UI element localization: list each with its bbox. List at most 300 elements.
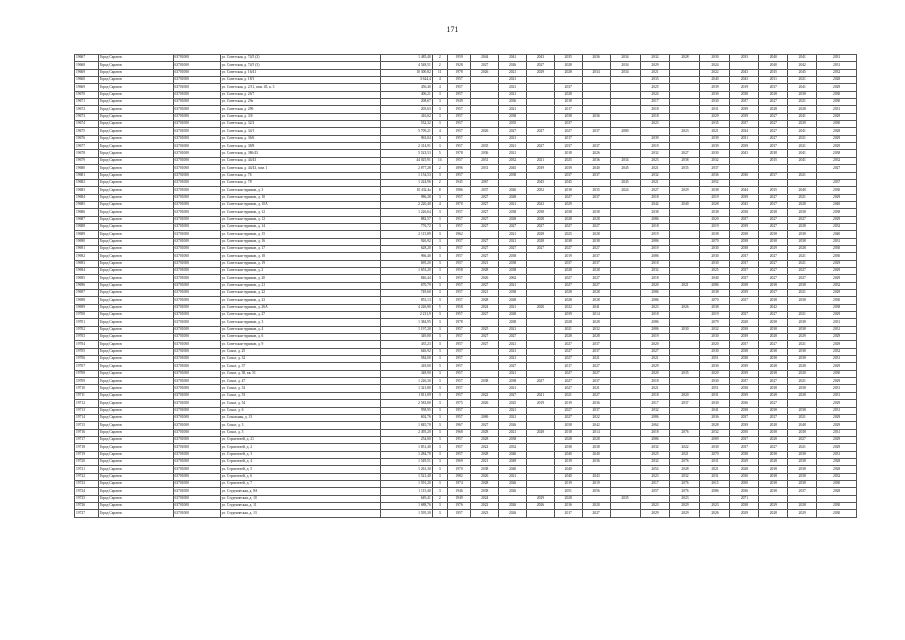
table-cell-y9: 2037 <box>700 165 730 172</box>
table-cell-y9: 2040 <box>700 77 730 84</box>
table-cell-address: ул. Советская-чуриков, д. 10 <box>220 194 381 201</box>
table-row <box>75 135 857 142</box>
table-cell-y5: 2037 <box>582 128 610 135</box>
table-cell-y7: 2057 <box>640 488 670 495</box>
table-cell-address: ул. Сокол, д. 37 <box>220 363 381 370</box>
table-cell-y3 <box>526 444 554 451</box>
table-cell-y8: 2076 <box>670 458 700 465</box>
table-cell-id: 19723 <box>75 480 99 487</box>
table-cell-y3 <box>526 150 554 157</box>
table-cell-y4 <box>554 77 582 84</box>
table-cell-y5: 2037 <box>582 172 610 179</box>
table-cell-y5: 2036 <box>582 113 610 120</box>
table-cell-code: 63701000 <box>173 297 220 304</box>
table-cell-y6 <box>610 297 640 304</box>
table-cell-address: ул. Сокол, д. 3 <box>220 422 381 429</box>
table-row <box>75 245 857 252</box>
table-cell-y11: 2038 <box>759 238 788 245</box>
table-cell-y9: 2020 <box>700 216 730 223</box>
table-cell-area: 348,90 <box>381 370 432 377</box>
table-cell-city: Город Саратов <box>98 245 173 252</box>
table-cell-y12: 2027 <box>788 216 817 223</box>
table-cell-y8 <box>670 121 700 128</box>
table-row <box>75 275 857 282</box>
table-cell-y12: 2038 <box>788 231 817 238</box>
table-cell-address: ул. Советская, д. 2/11, пом. 45, к. 3 <box>220 84 381 91</box>
table-cell-address: ул. Советская, д. 78 <box>220 179 381 186</box>
table-cell-y6 <box>610 392 640 399</box>
table-cell-y11: 2035 <box>759 69 788 76</box>
table-cell-y11: 2038 <box>759 150 788 157</box>
table-cell-y8 <box>670 414 700 421</box>
table-cell-code: 63701000 <box>173 312 220 319</box>
table-cell-y4: 2035 <box>554 55 582 62</box>
table-cell-y3: 2027 <box>526 143 554 150</box>
table-cell-floors: 3 <box>432 502 447 509</box>
table-cell-id: 19705 <box>75 348 99 355</box>
table-cell-y1: 2027 <box>471 312 499 319</box>
table-cell-y12: 2038 <box>788 297 817 304</box>
table-cell-y2: 2021 <box>499 326 527 333</box>
table-cell-y12: 2021 <box>788 135 817 142</box>
table-cell-code: 63701000 <box>173 172 220 179</box>
table-cell-y_built: 1928 <box>447 62 471 69</box>
table-cell-y5: 2040 <box>582 451 610 458</box>
table-cell-y12: 2041 <box>788 84 817 91</box>
table-cell-id: 19690 <box>75 238 99 245</box>
table-cell-y6 <box>610 414 640 421</box>
table-cell-city: Город Саратов <box>98 91 173 98</box>
table-cell-floors: 3 <box>432 172 447 179</box>
table-cell-address: ул. Советская-чуриков, д. 14 <box>220 223 381 230</box>
table-cell-y4: 2028 <box>554 495 582 502</box>
table-cell-area: 966,40 <box>381 253 432 260</box>
table-cell-y1 <box>471 356 499 363</box>
table-cell-y9: 2070 <box>700 238 730 245</box>
table-cell-y7: 2086 <box>640 290 670 297</box>
table-row <box>75 312 857 319</box>
table-cell-y_built: 1957 <box>447 444 471 451</box>
table-cell-y5: 2056 <box>582 488 610 495</box>
table-row <box>75 216 857 223</box>
table-cell-y6 <box>610 466 640 473</box>
table-cell-y11: 2028 <box>759 106 788 113</box>
table-cell-floors: 3 <box>432 312 447 319</box>
table-cell-y6 <box>610 488 640 495</box>
table-cell-y9: 2030 <box>700 91 730 98</box>
table-cell-code: 63701000 <box>173 157 220 164</box>
table-cell-y6 <box>610 385 640 392</box>
table-cell-y11: 2040 <box>759 55 788 62</box>
table-cell-y3: 2027 <box>526 62 554 69</box>
table-cell-y3 <box>526 458 554 465</box>
table-cell-y11: 2028 <box>759 363 788 370</box>
table-cell-y1 <box>471 319 499 326</box>
table-cell-y10: 2030 <box>730 172 759 179</box>
table-cell-y4: 2037 <box>554 84 582 91</box>
page-number: 171 <box>446 25 459 34</box>
table-cell-floors: 3 <box>432 238 447 245</box>
table-cell-y7: 2038 <box>640 209 670 216</box>
table-row <box>75 77 857 84</box>
table-cell-floors: 3 <box>432 282 447 289</box>
table-cell-y4: 2019 <box>554 400 582 407</box>
table-cell-y_built: 1968 <box>447 429 471 436</box>
table-cell-y2: 2038 <box>499 113 527 120</box>
table-cell-y7: 2032 <box>640 172 670 179</box>
table-cell-y8 <box>670 231 700 238</box>
table-cell-code: 63701000 <box>173 209 220 216</box>
table-cell-address: ул. Советская, д. 74/5 (3) <box>220 62 381 69</box>
table-cell-y6 <box>610 275 640 282</box>
table-cell-address: ул. Сокол, д. 6 <box>220 407 381 414</box>
table-cell-y3 <box>526 385 554 392</box>
table-cell-id: 19695 <box>75 275 99 282</box>
table-cell-y7 <box>640 128 670 135</box>
table-cell-floors: 3 <box>432 363 447 370</box>
table-cell-y9 <box>700 495 730 502</box>
table-cell-y5 <box>582 84 610 91</box>
table-cell-y10: 2037 <box>730 297 759 304</box>
table-cell-y10: 2033 <box>730 55 759 62</box>
table-cell-y7: 2086 <box>640 216 670 223</box>
table-cell-y9: 2052 <box>700 179 730 186</box>
table-cell-y_built: 1969 <box>447 458 471 465</box>
table-cell-y11: 2038 <box>759 319 788 326</box>
table-cell-y10: 2038 <box>730 245 759 252</box>
table-row <box>75 290 857 297</box>
table-cell-y2: 2025 <box>499 400 527 407</box>
table-cell-y3: 2038 <box>526 209 554 216</box>
table-cell-y4: 2016 <box>554 502 582 509</box>
table-cell-floors: 2 <box>432 179 447 186</box>
table-cell-y_built: 1957 <box>447 77 471 84</box>
table-row <box>75 201 857 208</box>
table-cell-y11: 2027 <box>759 341 788 348</box>
table-cell-y10: 2037 <box>730 341 759 348</box>
table-cell-floors: 3 <box>432 319 447 326</box>
table-cell-y10: 2037 <box>730 275 759 282</box>
table-cell-y9: 2070 <box>700 297 730 304</box>
table-cell-y9: 2020 <box>700 341 730 348</box>
table-cell-floors: 3 <box>432 378 447 385</box>
table-cell-y9: 2026 <box>700 510 730 517</box>
table-cell-y9: 2022 <box>700 69 730 76</box>
table-cell-y7: 2062 <box>640 422 670 429</box>
table-cell-y12: 2041 <box>788 113 817 120</box>
table-cell-y_built: 1946 <box>447 488 471 495</box>
table-cell-y3: 2039 <box>526 165 554 172</box>
table-cell-code: 63701000 <box>173 238 220 245</box>
table-cell-address: ул. Сокольная, д. 13 <box>220 414 381 421</box>
table-cell-y6 <box>610 106 640 113</box>
table-cell-area: 4 548,51 <box>381 62 432 69</box>
table-cell-city: Город Саратов <box>98 121 173 128</box>
table-cell-y1: 2069 <box>471 414 499 421</box>
table-cell-y12: 2029 <box>788 334 817 341</box>
table-cell-y5: 2037 <box>582 260 610 267</box>
table-cell-y_built: 1949 <box>447 99 471 106</box>
table-cell-code: 63701000 <box>173 502 220 509</box>
table-cell-y12: 2038 <box>788 348 817 355</box>
table-cell-y6 <box>610 304 640 311</box>
table-cell-floors: 3 <box>432 385 447 392</box>
table-cell-y9: 2028 <box>700 422 730 429</box>
table-cell-y3: 2027 <box>526 128 554 135</box>
table-cell-y13: 2029 <box>817 422 857 429</box>
table-cell-y2: 2027 <box>499 223 527 230</box>
table-cell-y_built: 1957 <box>447 451 471 458</box>
table-cell-y6 <box>610 436 640 443</box>
table-cell-y1 <box>471 77 499 84</box>
table-row <box>75 451 857 458</box>
table-cell-id: 19713 <box>75 407 99 414</box>
table-cell-y12: 2038 <box>788 91 817 98</box>
table-cell-y4: 2025 <box>554 157 582 164</box>
table-cell-y11: 2028 <box>759 436 788 443</box>
table-cell-y_built: 1957 <box>447 282 471 289</box>
table-cell-y7: 2019 <box>640 231 670 238</box>
table-cell-y13: 2029 <box>817 414 857 421</box>
table-cell-y13: 2030 <box>817 480 857 487</box>
table-cell-y11: 2027 <box>759 99 788 106</box>
table-cell-area: 2 314,91 <box>381 143 432 150</box>
table-cell-y9: 2039 <box>700 84 730 91</box>
table-cell-y11: 2027 <box>759 194 788 201</box>
table-row <box>75 282 857 289</box>
table-cell-address: ул. Советская-чуриков, д. 12 <box>220 216 381 223</box>
table-cell-y13: 2029 <box>817 260 857 267</box>
table-cell-y8 <box>670 319 700 326</box>
table-cell-y11 <box>759 179 788 186</box>
table-cell-y13: 2029 <box>817 312 857 319</box>
table-cell-y7: 2032 <box>640 150 670 157</box>
table-cell-y_built: 1970 <box>447 201 471 208</box>
table-cell-floors: 3 <box>432 99 447 106</box>
table-cell-y13: 2038 <box>817 209 857 216</box>
table-cell-y11: 2028 <box>759 422 788 429</box>
table-cell-id: 19672 <box>75 106 99 113</box>
table-cell-y12: 2021 <box>788 414 817 421</box>
table-cell-y5: 2036 <box>582 157 610 164</box>
table-cell-area: 2 495,20 <box>381 429 432 436</box>
table-cell-floors: 2 <box>432 55 447 62</box>
table-cell-y1: 2028 <box>471 451 499 458</box>
table-cell-address: ул. Сокол, д. 47 <box>220 378 381 385</box>
table-cell-y_built: 1978 <box>447 69 471 76</box>
table-cell-y4: 2038 <box>554 238 582 245</box>
table-cell-y8 <box>670 106 700 113</box>
table-cell-y5: 2027 <box>582 392 610 399</box>
table-cell-y2: 2021 <box>499 77 527 84</box>
table-row <box>75 157 857 164</box>
table-cell-y5: 2028 <box>582 334 610 341</box>
table-cell-y13: 2028 <box>817 458 857 465</box>
table-cell-id: 19694 <box>75 267 99 274</box>
table-cell-id: 19714 <box>75 414 99 421</box>
table-cell-y7: 2033 <box>640 77 670 84</box>
table-cell-id: 19674 <box>75 121 99 128</box>
table-cell-address: ул. Строителей, д. 21 <box>220 436 381 443</box>
table-cell-city: Город Саратов <box>98 334 173 341</box>
table-cell-y9: 2019 <box>700 194 730 201</box>
table-row <box>75 113 857 120</box>
table-cell-y13: 2031 <box>817 55 857 62</box>
table-cell-code: 63701000 <box>173 150 220 157</box>
table-cell-y10: 2039 <box>730 223 759 230</box>
table-cell-y3 <box>526 334 554 341</box>
table-cell-y5: 2037 <box>582 341 610 348</box>
table-cell-area: 1 115,40 <box>381 488 432 495</box>
table-cell-y12: 2038 <box>788 407 817 414</box>
table-cell-floors: 2 <box>432 62 447 69</box>
table-cell-y3 <box>526 275 554 282</box>
table-cell-y8 <box>670 179 700 186</box>
table-cell-y11: 2038 <box>759 466 788 473</box>
table-cell-y10: 2037 <box>730 99 759 106</box>
table-cell-address: ул. Советская-чуриков, д. 3 <box>220 187 381 194</box>
table-cell-y13: 2031 <box>817 407 857 414</box>
table-cell-city: Город Саратов <box>98 422 173 429</box>
table-cell-y8 <box>670 348 700 355</box>
table-cell-y8 <box>670 223 700 230</box>
table-cell-city: Город Саратов <box>98 480 173 487</box>
table-cell-city: Город Саратов <box>98 363 173 370</box>
table-cell-y3: 2028 <box>526 429 554 436</box>
table-cell-y4: 2037 <box>554 260 582 267</box>
table-cell-floors: 4 <box>432 84 447 91</box>
table-cell-y8 <box>670 135 700 142</box>
table-cell-address: ул. Советская, д. 3/6 <box>220 113 381 120</box>
table-cell-y4: 2027 <box>554 275 582 282</box>
table-cell-y2: 2028 <box>499 194 527 201</box>
table-cell-y8 <box>670 253 700 260</box>
table-cell-y5: 2036 <box>582 458 610 465</box>
table-cell-y7: 2039 <box>640 135 670 142</box>
table-cell-y10: 2043 <box>730 77 759 84</box>
table-cell-y_built: 1957 <box>447 194 471 201</box>
table-cell-y7: 2018 <box>640 392 670 399</box>
table-cell-y7: 2023 <box>640 157 670 164</box>
table-cell-y5 <box>582 99 610 106</box>
table-cell-y8: 2026 <box>670 304 700 311</box>
table-cell-city: Город Саратов <box>98 172 173 179</box>
table-cell-y8 <box>670 77 700 84</box>
table-cell-y11: 2031 <box>759 77 788 84</box>
table-row <box>75 187 857 194</box>
table-cell-y3 <box>526 480 554 487</box>
table-cell-city: Город Саратов <box>98 238 173 245</box>
table-cell-y9: 2030 <box>700 99 730 106</box>
table-cell-y10: 2038 <box>730 451 759 458</box>
table-cell-y2: 2026 <box>499 187 527 194</box>
table-cell-code: 63701000 <box>173 282 220 289</box>
table-cell-y4: 2028 <box>554 91 582 98</box>
table-cell-y10: 2036 <box>730 400 759 407</box>
table-cell-y6 <box>610 480 640 487</box>
table-cell-y_built: 1978 <box>447 319 471 326</box>
table-cell-y1: 2038 <box>471 378 499 385</box>
table-cell-y11: 2028 <box>759 91 788 98</box>
table-cell-y2: 2038 <box>499 260 527 267</box>
table-cell-y8 <box>670 62 700 69</box>
table-cell-y1: 2035 <box>471 143 499 150</box>
table-cell-y6 <box>610 245 640 252</box>
table-cell-y12: 2038 <box>788 326 817 333</box>
table-cell-y10: 2037 <box>730 436 759 443</box>
table-cell-y7: 2029 <box>640 510 670 517</box>
table-cell-y2: 2021 <box>499 473 527 480</box>
table-cell-y1 <box>471 385 499 392</box>
table-cell-y4: 2027 <box>554 356 582 363</box>
table-cell-y_built: 1957 <box>447 106 471 113</box>
table-cell-city: Город Саратов <box>98 267 173 274</box>
table-cell-floors: 3 <box>432 231 447 238</box>
table-cell-y4: 2040 <box>554 451 582 458</box>
table-cell-y13: 2028 <box>817 128 857 135</box>
table-cell-y4: 2037 <box>554 143 582 150</box>
table-row <box>75 319 857 326</box>
table-cell-y8 <box>670 407 700 414</box>
table-cell-y_built: 1957 <box>447 223 471 230</box>
table-cell-y4: 2027 <box>554 341 582 348</box>
table-cell-y2: 2038 <box>499 209 527 216</box>
table-cell-y2: 2038 <box>499 290 527 297</box>
table-cell-y12 <box>788 165 817 172</box>
table-cell-y2: 2021 <box>499 370 527 377</box>
table-cell-y4: 2051 <box>554 488 582 495</box>
table-cell-y4: 2028 <box>554 267 582 274</box>
table-cell-city: Город Саратов <box>98 113 173 120</box>
table-cell-y7: 2025 <box>640 84 670 91</box>
table-cell-city: Город Саратов <box>98 55 173 62</box>
table-cell-id: 19687 <box>75 216 99 223</box>
table-cell-y11: 2038 <box>759 297 788 304</box>
table-cell-y3: 2027 <box>526 378 554 385</box>
table-cell-code: 63701000 <box>173 84 220 91</box>
table-cell-y_built: 1962 <box>447 231 471 238</box>
table-cell-y_built: 1957 <box>447 326 471 333</box>
table-cell-y2: 2049 <box>499 458 527 465</box>
table-cell-y3 <box>526 341 554 348</box>
table-cell-id: 19720 <box>75 458 99 465</box>
table-cell-y7: 2020 <box>640 282 670 289</box>
table-cell-address: ул. Советская, д. 44/43, пом. 1 <box>220 165 381 172</box>
table-cell-y11: 2027 <box>759 312 788 319</box>
table-cell-y13: 2029 <box>817 113 857 120</box>
table-cell-y4: 2021 <box>554 326 582 333</box>
table-cell-y10 <box>730 62 759 69</box>
table-body <box>75 55 857 518</box>
table-cell-y3 <box>526 436 554 443</box>
table-cell-y_built: 1957 <box>447 157 471 164</box>
table-cell-y8: 2035 <box>670 370 700 377</box>
table-cell-y8 <box>670 69 700 76</box>
table-cell-floors: 3 <box>432 135 447 142</box>
table-cell-y9: 2028 <box>700 201 730 208</box>
table-cell-y12: 2041 <box>788 55 817 62</box>
table-cell-y_built: 1957 <box>447 113 471 120</box>
table-cell-y12: 2038 <box>788 238 817 245</box>
table-cell-y5: 2021 <box>582 385 610 392</box>
table-cell-code: 63701000 <box>173 378 220 385</box>
table-cell-code: 63701000 <box>173 275 220 282</box>
table-cell-y6: 2034 <box>610 62 640 69</box>
table-cell-city: Город Саратов <box>98 106 173 113</box>
table-cell-floors: 3 <box>432 106 447 113</box>
table-cell-id: 19727 <box>75 510 99 517</box>
table-cell-y9: 2035 <box>700 121 730 128</box>
